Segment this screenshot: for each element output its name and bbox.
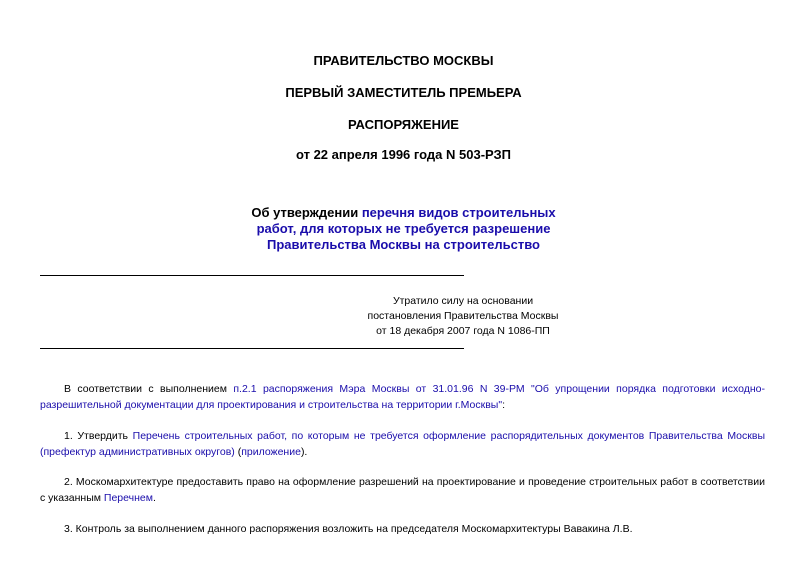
government-heading: ПРАВИТЕЛЬСТВО МОСКВЫ xyxy=(313,53,494,68)
title-link-line-2[interactable]: работ, для которых не требуется разрешение xyxy=(256,221,551,236)
item-1-mid: ( xyxy=(234,446,242,458)
paragraph-item-1 xyxy=(40,428,765,460)
item-1-text: 1. Утвердить xyxy=(64,430,133,442)
paragraph-item-3: 3. Контроль за выполнением данного распоряжения возложить на председателя Москомархитектуры Вавакина Л.В. xyxy=(64,523,633,535)
item-2-text: 2. Москомархитектуре предоставить право на оформление разрешений на проектирование и проведение строительных работ в соответствии с указанным xyxy=(40,476,765,504)
repeal-note-line-2: постановления Правительства Москвы xyxy=(367,310,559,322)
document-type-heading: РАСПОРЯЖЕНИЕ xyxy=(348,117,459,132)
item-1-appendix-link[interactable]: приложение xyxy=(241,446,301,458)
paragraph-preamble xyxy=(40,381,765,413)
item-2-link[interactable]: Перечнем xyxy=(103,492,153,504)
title-link-line-1[interactable]: перечня видов строительных xyxy=(361,205,556,220)
preamble-text: В соответствии с выполнением xyxy=(64,383,234,395)
divider-top xyxy=(40,275,464,276)
repeal-note xyxy=(252,294,674,339)
deputy-heading: ПЕРВЫЙ ЗАМЕСТИТЕЛЬ ПРЕМЬЕРА xyxy=(285,85,522,100)
item-1-link[interactable]: Перечень строительных работ, по которым не требуется оформление распорядительных документов Правительства Москвы (префектур административных округов) xyxy=(40,430,765,458)
document-title xyxy=(0,205,807,253)
repeal-note-line-1: Утратило силу на основании xyxy=(392,295,534,307)
divider-bottom xyxy=(40,348,464,349)
preamble-end: : xyxy=(502,399,505,411)
date-number-heading: от 22 апреля 1996 года N 503-РЗП xyxy=(295,147,512,162)
preamble-link[interactable]: п.2.1 распоряжения Мэра Москвы от 31.01.96 N 39-РМ "Об упрощении порядка подготовки исходно-разрешительной документации для проектирования и строительства на территории г.Москвы" xyxy=(40,383,765,411)
title-prefix: Об утверждении xyxy=(251,205,362,220)
item-1-end: ). xyxy=(300,446,308,458)
item-2-end: . xyxy=(152,492,156,504)
paragraph-item-2 xyxy=(40,474,765,506)
title-link-line-3[interactable]: Правительства Москвы на строительство xyxy=(266,237,540,252)
repeal-note-line-3: от 18 декабря 2007 года N 1086-ПП xyxy=(376,325,550,337)
